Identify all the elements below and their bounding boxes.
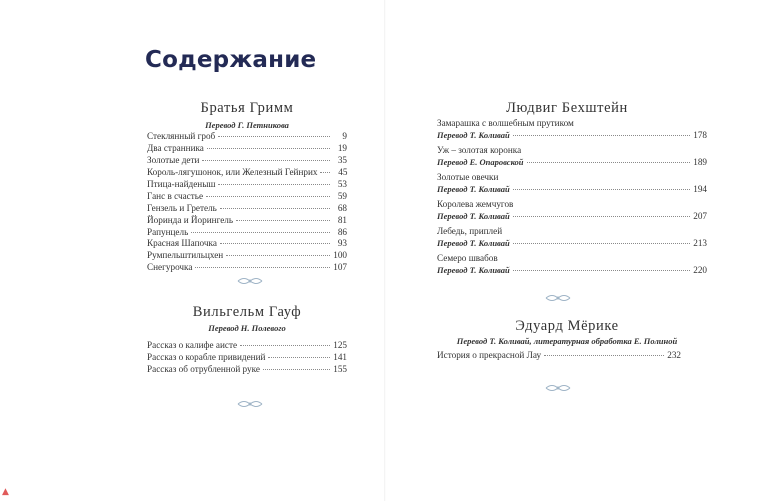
toc-entry[interactable] [147, 340, 347, 352]
toc-entry-page: 155 [333, 363, 347, 374]
section-heading-bechstein: Людвиг Бехштейн [506, 100, 628, 116]
dot-leader [191, 232, 330, 233]
toc-entry[interactable] [147, 262, 347, 274]
toc-entry[interactable] [147, 191, 347, 203]
toc-entry-translator: Перевод Е. Опаровской [437, 157, 524, 167]
toc-entry-title: Птица-найденыш [147, 178, 216, 189]
toc-entry-title: Рассказ об отрубленной руке [147, 363, 260, 374]
toc-entry-title: Королева жемчугов [437, 199, 514, 209]
translator-grimm: Перевод Г. Петникова [205, 120, 289, 130]
section-heading-hauff: Вильгельм Гауф [192, 304, 302, 320]
ornament-divider-icon [237, 276, 263, 286]
toc-entry-title: Уж – золотая коронка [437, 145, 522, 155]
toc-entry[interactable] [147, 167, 347, 179]
toc-entry-translator: Перевод Т. Коливай [437, 211, 510, 221]
toc-entry-page: 125 [333, 340, 347, 350]
toc-entry-page: 207 [693, 211, 707, 221]
toc-entry[interactable] [437, 226, 707, 250]
toc-entry[interactable] [147, 364, 347, 376]
toc-list-hauff [147, 340, 347, 376]
toc-entry-page: 189 [693, 157, 707, 167]
dot-leader [544, 355, 664, 356]
toc-entry-title: Лебедь, приплей [437, 226, 503, 236]
dot-leader [206, 196, 330, 197]
dot-leader [513, 270, 690, 271]
toc-entry-page: 53 [337, 178, 347, 189]
toc-entry-page: 86 [337, 226, 347, 237]
toc-entry-page: 35 [337, 154, 347, 165]
toc-entry-page: 220 [693, 265, 707, 275]
toc-entry-translator: Перевод Т. Коливай [437, 265, 510, 275]
dot-leader [320, 172, 330, 173]
toc-entry-title: Йоринда и Йорингель [147, 214, 234, 225]
dot-leader [263, 369, 330, 370]
toc-entry[interactable] [147, 238, 347, 250]
translator-morike: Перевод Т. Коливай, литературная обработка Е. Полиной [456, 336, 678, 346]
toc-entry-translator: Перевод Т. Коливай [437, 238, 510, 248]
toc-entry-title: Два странника [147, 142, 204, 153]
toc-entry-page: 178 [693, 130, 707, 140]
corner-mark-icon: ▲ [2, 487, 9, 497]
page-title: Содержание [145, 47, 317, 73]
toc-entry[interactable] [437, 253, 707, 277]
toc-entry-title: История о прекрасной Лау [437, 350, 542, 360]
toc-entry-page: 213 [693, 238, 707, 248]
toc-entry[interactable] [147, 131, 347, 143]
toc-entry[interactable] [147, 352, 347, 364]
toc-list-grimm [147, 131, 347, 274]
dot-leader [513, 135, 690, 136]
toc-entry-page: 9 [342, 131, 347, 141]
toc-entry-title: Красная Шапочка [147, 238, 217, 249]
toc-entry-page: 81 [337, 214, 347, 225]
toc-entry-page: 45 [338, 166, 348, 177]
toc-entry-translator: Перевод Т. Коливай [437, 184, 510, 194]
toc-entry-page: 59 [337, 190, 347, 201]
dot-leader [202, 160, 330, 161]
toc-entry-title: Румпельштильцхен [147, 250, 224, 261]
dot-leader [220, 243, 330, 244]
dot-leader [195, 267, 330, 268]
ornament-divider-icon [545, 293, 571, 303]
translator-hauff: Перевод Н. Полевого [208, 323, 286, 333]
toc-entry-title: Золотые овечки [437, 172, 499, 182]
dot-leader [218, 184, 330, 185]
toc-entry[interactable] [437, 145, 707, 169]
toc-entry[interactable] [147, 155, 347, 167]
toc-entry-title: Стеклянный гроб [147, 131, 216, 141]
dot-leader [268, 357, 330, 358]
dot-leader [218, 136, 330, 137]
toc-entry-page: 93 [337, 238, 347, 249]
toc-entry[interactable] [437, 199, 707, 223]
toc-entry[interactable] [147, 203, 347, 215]
toc-entry[interactable] [147, 215, 347, 227]
toc-list-morike [437, 350, 681, 362]
toc-entry-title: Рапунцель [147, 226, 189, 237]
dot-leader [226, 255, 330, 256]
ornament-divider-icon [237, 399, 263, 409]
toc-entry[interactable] [147, 143, 347, 155]
toc-entry[interactable] [147, 250, 347, 262]
dot-leader [513, 216, 690, 217]
toc-entry-title: Рассказ о корабле привидений [147, 351, 266, 362]
toc-entry[interactable] [147, 179, 347, 191]
toc-entry-page: 68 [337, 202, 347, 213]
toc-entry-page: 107 [333, 262, 347, 273]
toc-entry[interactable] [437, 118, 707, 142]
toc-entry-title: Король-лягушонок, или Железный Гейнрих [147, 166, 318, 177]
dot-leader [220, 208, 330, 209]
toc-entry-title: Золотые дети [147, 154, 200, 165]
section-heading-morike: Эдуард Мёрике [515, 318, 619, 334]
dot-leader [513, 243, 690, 244]
page-gutter [384, 0, 386, 501]
dot-leader [527, 162, 690, 163]
toc-entry-title: Ганс в счастье [147, 190, 204, 201]
toc-entry-translator: Перевод Т. Коливай [437, 130, 510, 140]
toc-entry[interactable] [437, 172, 707, 196]
toc-entry-title: Замарашка с волшебным прутиком [437, 118, 574, 128]
toc-entry-page: 100 [333, 250, 347, 261]
section-heading-grimm: Братья Гримм [200, 100, 294, 116]
dot-leader [240, 345, 330, 346]
toc-entry-page: 141 [333, 351, 347, 362]
toc-entry-title: Снегурочка [147, 262, 193, 273]
toc-entry[interactable] [147, 227, 347, 239]
toc-entry-page: 232 [667, 350, 681, 360]
toc-entry-title: Семеро швабов [437, 253, 498, 263]
ornament-divider-icon [545, 383, 571, 393]
toc-entry[interactable] [437, 350, 681, 362]
toc-entry-title: Рассказ о калифе аисте [147, 340, 238, 350]
dot-leader [236, 220, 330, 221]
toc-entry-title: Гензель и Гретель [147, 202, 217, 213]
dot-leader [207, 148, 330, 149]
toc-entry-page: 19 [337, 142, 347, 153]
dot-leader [513, 189, 690, 190]
toc-entry-page: 194 [693, 184, 707, 194]
